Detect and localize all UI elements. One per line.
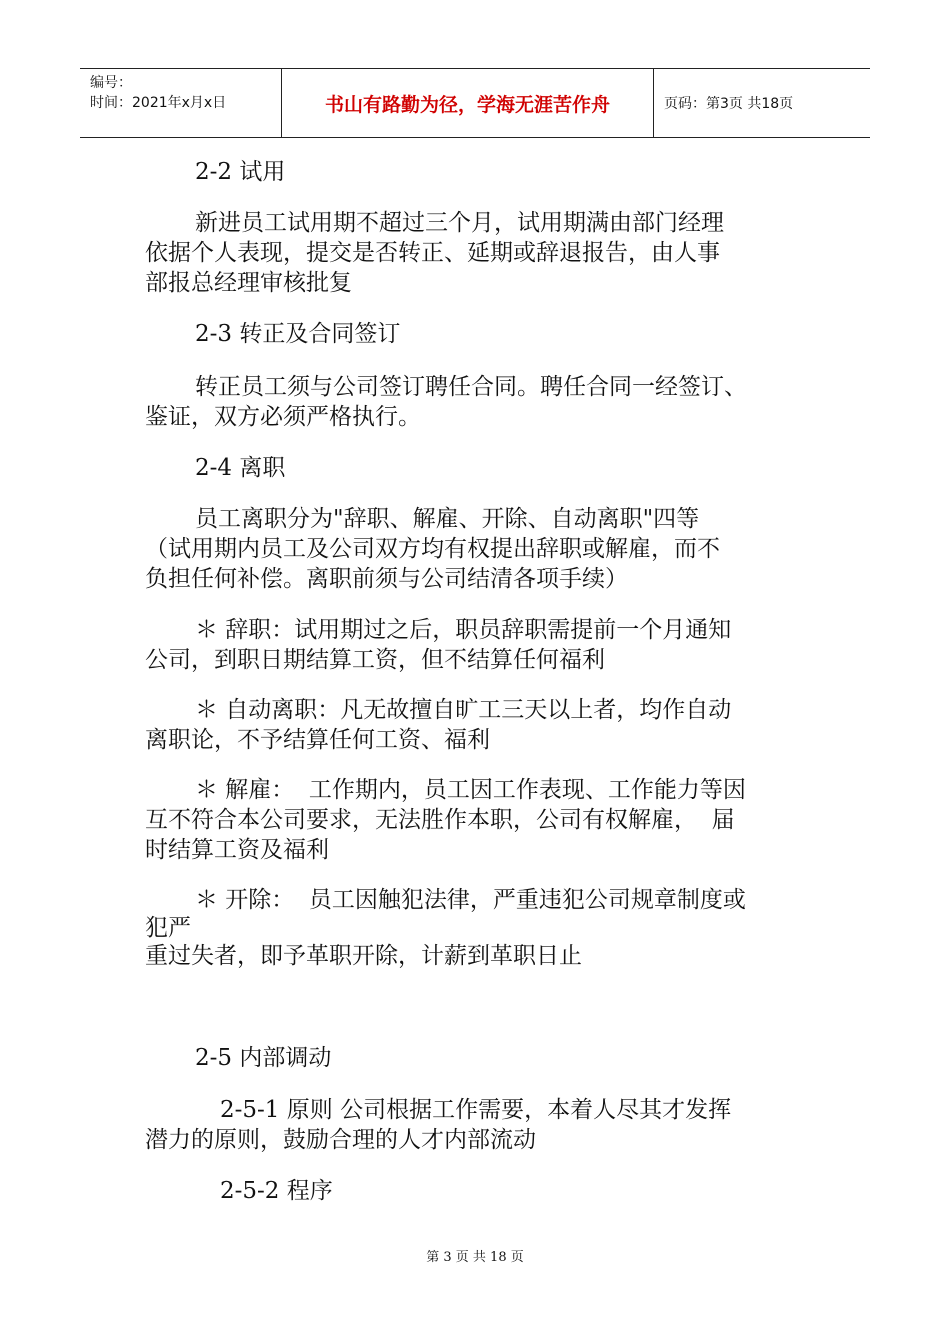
page-footer: 第 3 页 共 18 页 [426,1250,524,1265]
paragraph-line: 潜力的原则，鼓励合理的人才内部流动 [145,1127,536,1153]
paragraph-line: 员工离职分为"辞职、解雇、开除、自动离职"四等 [195,506,700,532]
paragraph-line: 重过失者，即予革职开除，计薪到革职日止 [145,943,582,969]
section-heading-2-2: 2-2 试用 [195,159,286,185]
document-number-label: 编号： [90,75,132,91]
paragraph-line: 犯严 [145,915,191,941]
section-heading-2-4: 2-4 离职 [195,455,286,481]
paragraph-line: 离职论，不予结算任何工资、福利 [145,727,490,753]
subsection-2-5-1: 2-5-1 原则 公司根据工作需要，本着人尽其才发挥 [220,1097,732,1123]
paragraph-line: 转正员工须与公司签订聘任合同。聘任合同一经签订、 [195,374,747,400]
paragraph-line: 负担任何补偿。离职前须与公司结清各项手续） [145,566,628,592]
paragraph-line: （试用期内员工及公司双方均有权提出辞职或解雇，而不 [145,536,720,562]
paragraph-line: 依据个人表现，提交是否转正、延期或辞退报告，由人事 [145,240,720,266]
list-item-resign: ＊ 辞职：试用期过之后，职员辞职需提前一个月通知 [195,617,732,643]
paragraph-line: 鉴证，双方必须严格执行。 [145,404,421,430]
header-page-info: 页码：第3页 共18页 [664,96,794,112]
paragraph-line: 部报总经理审核批复 [145,270,352,296]
header-motto: 书山有路勤为径，学海无涯苦作舟 [282,69,654,137]
header-meta [80,69,282,137]
list-item-dismiss: ＊ 解雇： 工作期内，员工因工作表现、工作能力等因 [195,777,746,803]
paragraph-line: 互不符合本公司要求，无法胜作本职，公司有权解雇， 届 [145,807,735,833]
list-item-expel: ＊ 开除： 员工因触犯法律，严重违犯公司规章制度或 [195,887,746,913]
list-item-auto-leave: ＊ 自动离职：凡无故擅自旷工三天以上者，均作自动 [195,697,732,723]
paragraph-line: 时结算工资及福利 [145,837,329,863]
section-heading-2-5: 2-5 内部调动 [195,1045,332,1071]
section-heading-2-3: 2-3 转正及合同签订 [195,321,401,347]
subsection-heading-2-5-2: 2-5-2 程序 [220,1178,333,1204]
paragraph-line: 新进员工试用期不超过三个月，试用期满由部门经理 [195,210,724,236]
paragraph-line: 公司，到职日期结算工资，但不结算任何福利 [145,647,605,673]
page-header [80,68,870,138]
document-time-label: 时间：2021年x月x日 [90,95,227,111]
